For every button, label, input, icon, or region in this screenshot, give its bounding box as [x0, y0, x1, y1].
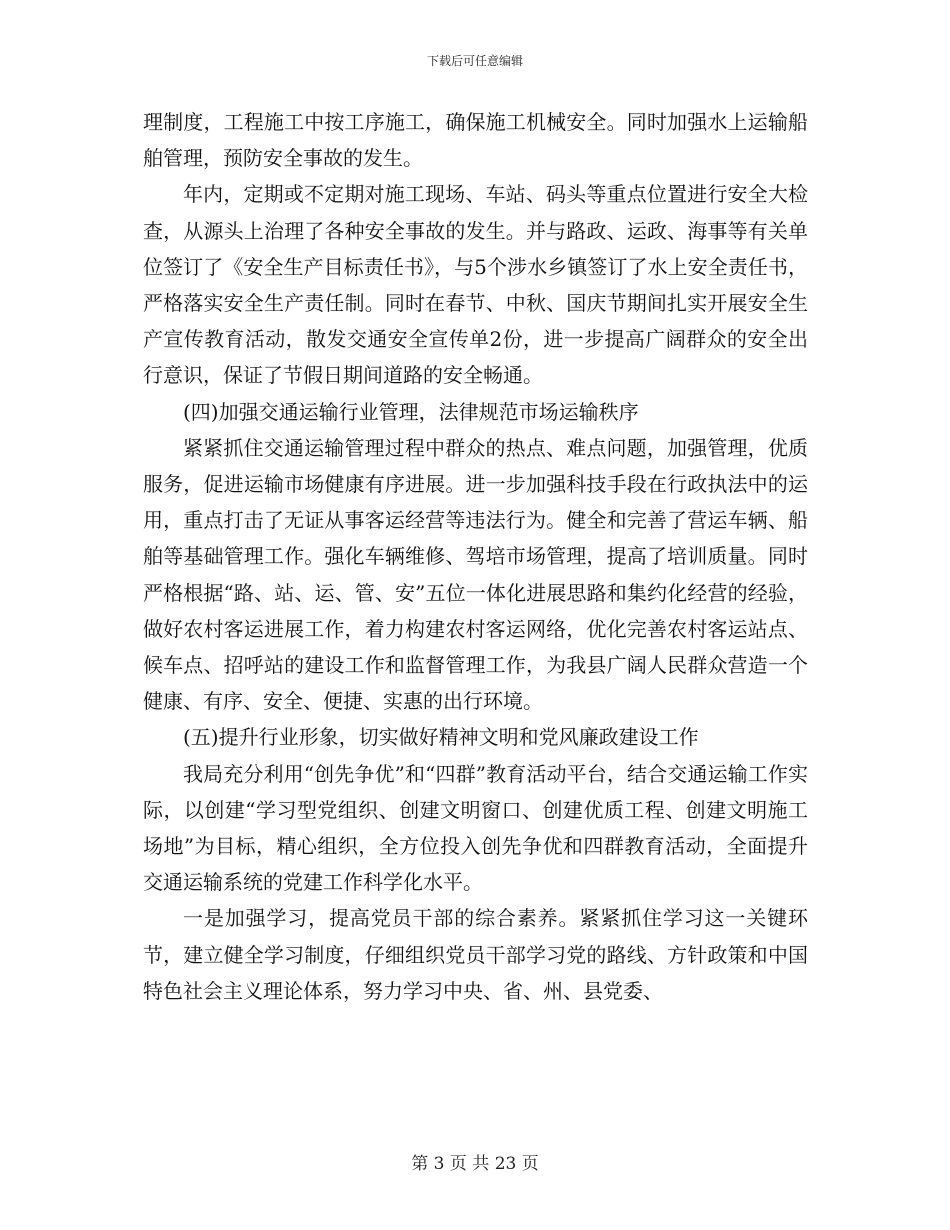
paragraph-study: 一是加强学习，提高党员干部的综合素养。紧紧抓住学习这一关键环节，建立健全学习制度，仔细组织党员干部学习党的路线、方针政策和中国特色社会主义理论体系，努力学习中央、省、州、县党委、 [143, 906, 808, 1003]
document-body [143, 104, 808, 1009]
page-number-footer: 第 3 页 共 23 页 [411, 1154, 539, 1174]
page-header-note: 下载后可任意编辑 [426, 54, 523, 68]
section-heading-5: (五)提升行业形象，切实做好精神文明和党风廉政建设工作 [183, 725, 699, 750]
paragraph-continuation: 理制度，工程施工中按工序施工，确保施工机械安全。同时加强水上运输船舶管理，预防安全事故的发生。 [143, 110, 808, 171]
paragraph-safety-inspection: 年内，定期或不定期对施工现场、车站、码头等重点位置进行安全大检查，从源头上治理了各种安全事故的发生。并与路政、运政、海事等有关单位签订了《安全生产目标责任书》，与5个涉水乡镇签订了水上安全责任书，严格落实安全生产责任制。同时在春节、中秋、国庆节期间扎实开展安全生产宣传教育活动，散发交通安全宣传单2份，进一步提高广阔群众的安全出行意识，保证了节假日期间道路的安全畅通。 [143, 182, 808, 388]
paragraph-education-activities: 我局充分利用“创先争优”和“四群”教育活动平台，结合交通运输工作实际，以创建“学习型党组织、创建文明窗口、创建优质工程、创建文明施工场地”为目标，精心组织，全方位投入创先争优和四群教育活动，全面提升交通运输系统的党建工作科学化水平。 [143, 761, 808, 895]
paragraph-transport-management: 紧紧抓住交通运输管理过程中群众的热点、难点问题，加强管理，优质服务，促进运输市场健康有序进展。进一步加强科技手段在行政执法中的运用，重点打击了无证从事客运经营等违法行为。健全和完善了营运车辆、船舶等基础管理工作。强化车辆维修、驾培市场管理，提高了培训质量。同时严格根据“路、站、运、管、安”五位一体化进展思路和集约化经营的经验，做好农村客运进展工作，着力构建农村客运网络，优化完善农村客运站点、候车点、招呼站的建设工作和监督管理工作，为我县广阔人民群众营造一个健康、有序、安全、便捷、实惠的出行环境。 [143, 435, 808, 714]
section-heading-4: (四)加强交通运输行业管理，法律规范市场运输秩序 [183, 399, 639, 424]
